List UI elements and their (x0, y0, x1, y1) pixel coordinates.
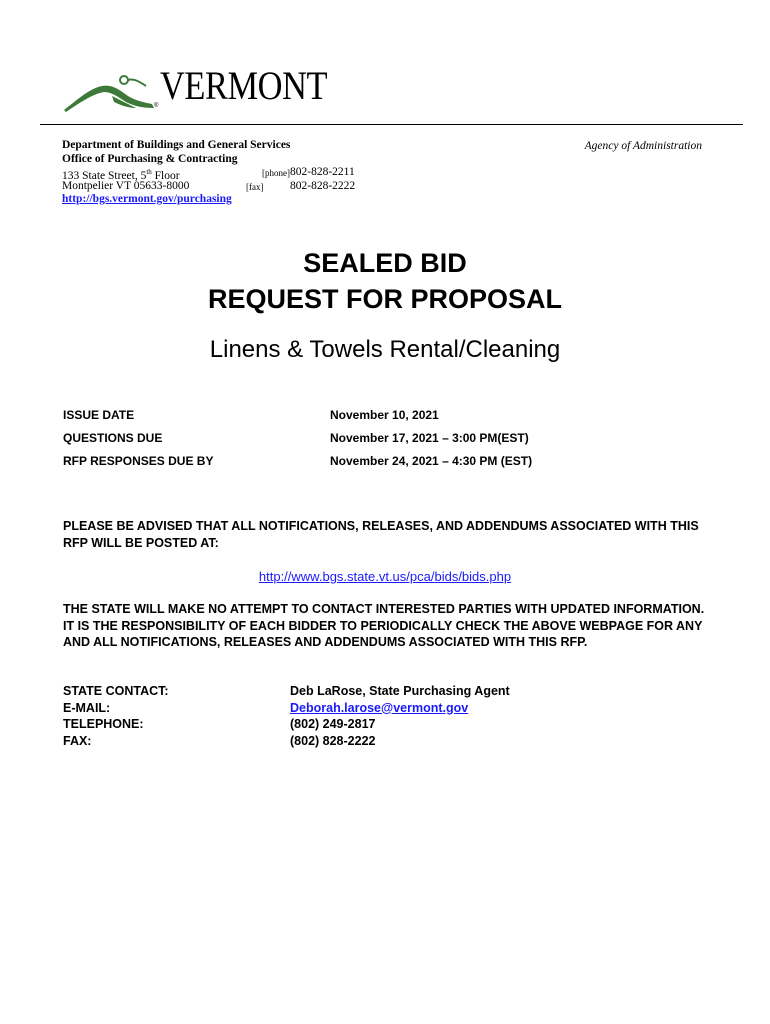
vermont-logo (62, 70, 162, 114)
title-sealed-bid: SEALED BID (303, 248, 467, 278)
registered-mark: ® (154, 103, 159, 109)
email-label: E-MAIL: (63, 700, 111, 715)
phone-number: 802-828-2211 (290, 166, 355, 178)
responses-due-value: November 24, 2021 – 4:30 PM (EST) (330, 454, 533, 468)
state-contact-label: STATE CONTACT: (63, 684, 169, 698)
fax-number: 802-828-2222 (290, 180, 356, 192)
phone-label: [phone] (262, 168, 290, 178)
street-sup: th (146, 168, 152, 176)
fax-label: [fax] (246, 182, 264, 192)
title-rfp: REQUEST FOR PROPOSAL (207, 284, 563, 314)
questions-due-value: November 17, 2021 – 3:00 PM(EST) (330, 431, 529, 445)
department-name: Department of Buildings and General Services (62, 139, 291, 151)
mountain-logo-icon (62, 70, 162, 114)
state-notice: THE STATE WILL MAKE NO ATTEMPT TO CONTACT INTERESTED PARTIES WITH UPDATED INFORMATION. IT IS THE RESPONSIBILITY OF EACH BIDDER TO PERIODICALLY CHECK THE ABOVE WEBPAGE FOR ANY AND ALL NOTIFICATIONS, RELEASES AND ADDENDUMS ASSOCIATED WITH THIS RFP. (63, 602, 705, 649)
advised-notice: PLEASE BE ADVISED THAT ALL NOTIFICATIONS, RELEASES, AND ADDENDUMS ASSOCIATED WITH THIS RFP WILL BE POSTED AT: (63, 519, 699, 550)
email-link[interactable]: Deborah.larose@vermont.gov (290, 700, 469, 715)
issue-date-value: November 10, 2021 (330, 408, 439, 422)
purchasing-link[interactable]: http://bgs.vermont.gov/purchasing (62, 193, 232, 205)
rfp-subtitle: Linens & Towels Rental/Cleaning (209, 336, 561, 363)
street-prefix: 133 State Street, 5 (62, 169, 147, 182)
state-contact-value: Deb LaRose, State Purchasing Agent (290, 684, 510, 698)
bids-link[interactable]: http://www.bgs.state.vt.us/pca/bids/bids.php (258, 569, 512, 584)
agency-name: Agency of Administration (584, 140, 702, 152)
contact-block (63, 683, 713, 749)
telephone-value: (802) 249-2817 (290, 717, 376, 731)
telephone-label: TELEPHONE: (63, 717, 144, 731)
logo-wordmark: VERMONT (160, 63, 328, 108)
issue-date-label: ISSUE DATE (63, 408, 135, 422)
fax-contact-label: FAX: (63, 733, 92, 748)
questions-due-label: QUESTIONS DUE (63, 431, 163, 445)
fax-contact-value: (802) 828-2222 (290, 733, 376, 748)
office-name: Office of Purchasing & Contracting (62, 153, 238, 165)
city-address: Montpelier VT 05633-8000 (62, 180, 190, 192)
responses-due-label: RFP RESPONSES DUE BY (63, 454, 214, 468)
street-suffix: Floor (151, 169, 180, 182)
header-divider (40, 124, 743, 125)
